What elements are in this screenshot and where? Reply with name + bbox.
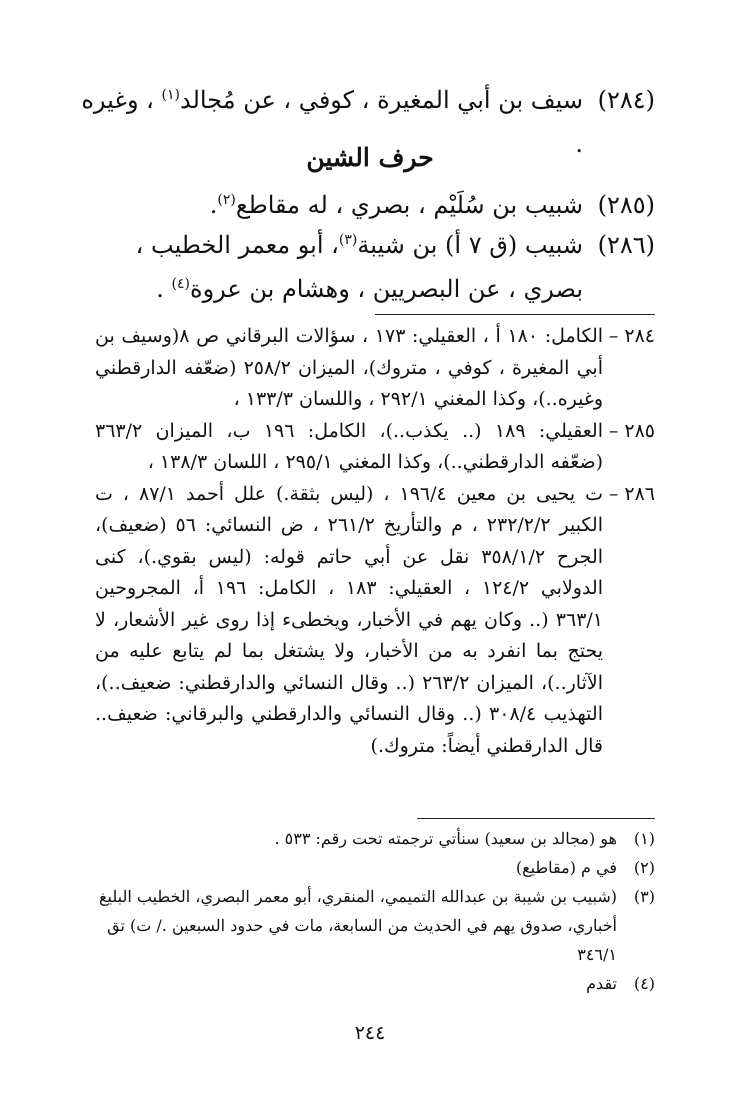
page-number: ٢٤٤ [354,1022,386,1044]
entry-text [80,223,583,311]
commentary-284 [95,321,655,416]
footnote-ref: (٢) [217,192,236,208]
footnote-ref: (٤) [171,276,191,292]
footnote-number: (٣) [633,887,655,906]
entry-285 [80,183,655,227]
entry-text-middle: ، أبو معمر الخطيب ، بصري ، عن البصريين ، وهشام بن عروة [135,231,583,303]
footnote-1 [80,824,655,853]
footnote-divider-rule [417,818,655,819]
entry-text-main: سيف بن أبي المغيرة ، كوفي ، عن مُجالد [180,86,583,114]
entry-286 [80,223,655,311]
footnote-number: (٤) [633,974,655,993]
entry-number: (٢٨٥) [597,191,655,219]
entry-text-main: شبيب بن سُلَيْم ، بصري ، له مقاطع [235,191,583,219]
entry-text-tail: . [156,275,172,303]
footnote-4 [80,969,655,998]
entry-row [80,183,655,227]
commentary [95,321,655,762]
commentary-number: ٢٨٥ – [608,419,655,442]
commentary-text: الكامل: ١٨٠ أ ، العقيلي: ١٧٣ ، سؤالات البرقاني ص ٨(وسيف بن أبي المغيرة ، كوفي ، متروك)، الميزان ٢٥٨/٢ (ضعّفه الدارقطني وغيره..)، وكذا المغني ٢٩٢/١ ، واللسان ١٣٣/٣ ، [95,325,604,410]
entry-text-tail: . [209,191,218,219]
entry-text [80,183,583,227]
commentary-286 [95,479,655,763]
footnote-ref: (٣) [338,232,358,248]
footnote-text: (شبيب بن شيبة بن عبدالله التميمي، المنقري، أبو معمر البصري، الخطيب البليغ أخباري، صدوق يهم في الحديث من السابعة، مات في حدود السبعين ./ ت) تق ٣٤٦/١ [99,887,617,964]
footnote-ref: (١) [161,87,181,103]
footnote-number: (٢) [633,858,655,877]
footnote-text: تقدم [586,974,617,993]
commentary-number: ٢٨٦ – [608,482,655,505]
footnote-text: في م (مقاطيع) [515,858,617,877]
footnote-2 [80,853,655,882]
commentary-text: ت يحيى بن معين ١٩٦/٤ ، (ليس بثقة.) علل أحمد ٨٧/١ ، ت الكبير ٢٣٢/٢/٢ ، م والتأريخ ٢٦١/٢ ، ض النسائي: ٥٦ (ضعيف)، الجرح ٣٥٨/١/٢ نقل عن أبي حاتم قوله: (ليس بقوي.)، كنى الدولابي ١٢٤/٢ ، العقيلي: ١٨٣ ، الكامل: ١٩٦ أ، المجروحين ٣٦٣/١ (.. وكان يهم في الأخبار، ويخطىء إذا روى غير الأشعار، لا يحتج بما انفرد به من الأخبار، ولا يشتغل بما لم يتابع عليه من الآثار..)، الميزان ٢٦٣/٢ (.. وقال النسائي والدارقطني: ضعيف..)، التهذيب ٣٠٨/٤ (.. وقال النسائي والدارقطني والبرقاني: ضعيف.. قال الدارقطني أيضاً: متروك.) [95,482,604,757]
commentary-text: العقيلي: ١٨٩ (.. يكذب..)، الكامل: ١٩٦ ب، الميزان ٣٦٣/٢ (ضعّفه الدارقطني..)، وكذا المغني ٢٩٥/١ ، اللسان ١٣٨/٣ ، [95,419,604,473]
entry-number: (٢٨٤) [597,86,655,114]
commentary-number: ٢٨٤ – [608,325,655,347]
entry-text-tail: ، وغيره . [81,86,583,158]
commentary-285 [95,416,655,479]
footnote-3 [80,882,655,969]
entry-row [80,223,655,311]
footnote-text: هو (مجالد بن سعيد) سنأتي ترجمته تحت رقم: ٥٣٣ . [274,829,617,848]
divider-rule [375,314,655,315]
footnote-number: (١) [633,829,655,848]
entry-text-main: شبيب (ق ٧ أ) بن شيبة [357,231,583,259]
section-heading: حرف الشين [306,143,434,172]
footnotes [80,824,655,998]
entry-number: (٢٨٦) [597,231,655,259]
